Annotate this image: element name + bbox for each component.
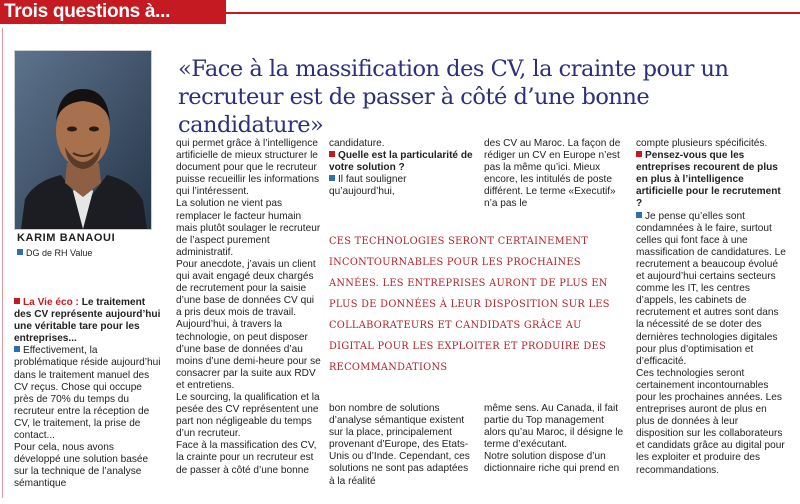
article-column-3-top <box>329 138 474 198</box>
answer-3-text: Je pense qu’elles sont condamnées à le faire, surtout celles qui font face à une massification de candidatures. Le recrutement a beaucoup évolué et aujourd’hui certains secteurs comme les IT, les centres d’appels, les cabinets de recrutement et autres sont dans la nécessité de se doter des dernières technologies digitales pour plus d’optimisation et d’efficacité. Ces technologies seront certainement incontournables pour les prochaines années. Les entreprises auront de plus en plus de données à leur disposition sur les collaborateurs et candidats grâce au digital pour les exploiter et produire des recommandations. <box>636 210 786 476</box>
article-headline: «Face à la massification des CV, la crainte pour un recruteur est de passer à côté d’une bonne candidature» <box>178 56 729 138</box>
bullet-square <box>636 151 642 157</box>
bullet-square <box>14 346 20 352</box>
interviewee-name: KARIM BANAOUI <box>17 232 116 244</box>
question-3-text: Pensez-vous que les entreprises recourent de plus en plus à l’intelligence artificielle pour le recrutement ? <box>636 150 781 210</box>
bullet-square <box>14 298 20 304</box>
section-header-bar <box>0 0 226 24</box>
answer-1 <box>14 345 160 489</box>
section-header <box>0 0 800 24</box>
article-column-1 <box>14 297 162 491</box>
role-text: DG de RH Value <box>26 248 93 258</box>
bullet-square <box>329 151 335 157</box>
article-column-5 <box>636 138 786 477</box>
bullet-square <box>636 212 642 218</box>
left-rule <box>2 28 3 498</box>
question-2-text: Quelle est la particularité de votre solution ? <box>329 150 473 174</box>
col5-top-text: compte plusieurs spécificités. <box>636 138 768 149</box>
article-column-4-bottom: même sens. Au Canada, il fait partie du Top management alors qu’au Maroc, il désigne le terme d’exécutant. Notre solution dispose d’un dictionnaire riche qui prend en <box>484 403 624 475</box>
section-title: Trois questions à... <box>4 1 171 22</box>
col3-top-text: candidature. <box>329 138 385 149</box>
question-2 <box>329 150 473 173</box>
bullet-square <box>17 249 23 255</box>
source-label: La Vie éco : <box>23 297 79 308</box>
question-1-text: Le traitement des CV représente aujourd’hui une véritable tare pour les entreprises... <box>14 297 161 345</box>
answer-3 <box>636 211 786 476</box>
article-column-2: qui permet grâce à l’intelligence artificielle de mieux structurer le document pour que le recruteur puisse recueillir les informations qui l’intéressent. La solution ne vient pas remplacer le facteur humain mais plutôt soulager le recruteur de l’aspect purement administratif. Pour anecdote, j’avais un client qui avait engagé deux chargés de recrutement pour la saisie d’une base de données CV qui a pris deux mois de travail. Aujourd’hui, à travers la technologie, on peut disposer d’une base de données d’au moins d’une demi-heure pour se consacrer par la suite aux RDV et entretiens. Le sourcing, la qualification et la pesée des CV représentent une part non négligeable du temps d’un recruteur. Face à la massification des CV, la crainte pour un recruteur est de passer à côté d’une bonne <box>176 138 321 476</box>
bullet-square <box>329 175 335 181</box>
question-1 <box>14 297 160 344</box>
article-column-4-top: des CV au Maroc. La façon de rédiger un CV en Europe n’est pas la même qu’ici. Mieux encore, les intitulés de poste différent. Le terme «Executif» n’a pas le <box>484 138 621 210</box>
pull-quote: CES TECHNOLOGIES SERONT CERTAINEMENT INCONTOURNABLES POUR LES PROCHAINES ANNÉES. LES ENTREPRISES AURONT DE PLUS EN PLUS DE DONNÉES À LEUR DISPOSITION SUR LES COLLABORATEURS ET CANDIDATS GRÂCE AU DIGITAL POUR LES EXPLOITER ET PRODUIRE DES RECOMMANDATIONS <box>329 236 610 373</box>
portrait-photo <box>14 50 152 230</box>
answer-1-text: Effectivement, la problématique réside aujourd’hui dans le traitement manuel des CV reçus. Chose qui occupe près de 70% du temps du recruteur entre la réception de CV, le traitement, la prise de contact... Pour cela, nous avons développé une solution basée sur la technique de l’analyse sémantique <box>14 345 161 490</box>
interviewee-role <box>17 248 92 258</box>
header-rule <box>226 12 800 14</box>
answer-2 <box>329 174 406 197</box>
answer-2-text: Il faut souligner qu’aujourd’hui, <box>329 174 407 198</box>
question-3 <box>636 150 781 209</box>
article-column-3-bottom: bon nombre de solutions d’analyse sémantique existent sur la place, principalement provenant d’Europe, des Etats-Unis ou d’Inde. Cependant, ces solutions ne sont pas adaptées à la réalité <box>329 403 470 487</box>
